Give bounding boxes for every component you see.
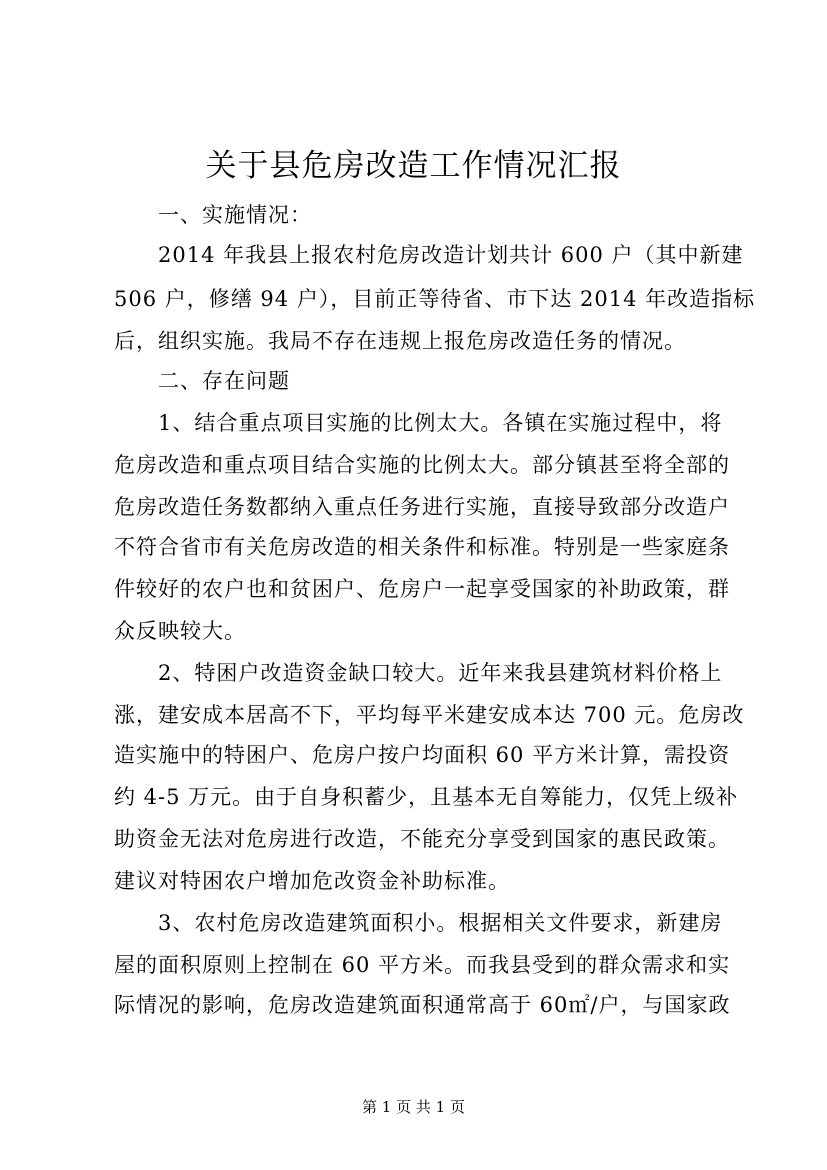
paragraph-line: 危房改造和重点项目结合实施的比例太大。部分镇甚至将全部的 <box>114 453 730 477</box>
page-number-footer: 第 1 页 共 1 页 <box>362 1098 465 1116</box>
paragraph-line: 2014 年我县上报农村危房改造计划共计 600 户（其中新建 <box>158 243 744 267</box>
paragraph-line: 危房改造任务数都纳入重点任务进行实施，直接导致部分改造户 <box>114 495 730 519</box>
paragraph-line: 屋的面积原则上控制在 60 平方米。而我县受到的群众需求和实 <box>114 953 731 977</box>
paragraph-line: 涨，建安成本居高不下，平均每平米建安成本达 700 元。危房改 <box>114 703 745 727</box>
section-heading-implementation: 一、实施情况： <box>158 203 312 227</box>
paragraph-line: 众反映较大。 <box>114 619 246 643</box>
paragraph-line: 506 户，修缮 94 户），目前正等待省、市下达 2014 年改造指标 <box>114 287 756 311</box>
paragraph-line: 不符合省市有关危房改造的相关条件和标准。特别是一些家庭条 <box>114 535 730 559</box>
paragraph-line: 际情况的影响，危房改造建筑面积通常高于 60㎡/户，与国家政 <box>114 993 731 1017</box>
paragraph-line: 约 4-5 万元。由于自身积蓄少，且基本无自筹能力，仅凭上级补 <box>114 785 739 809</box>
paragraph-line: 2、特困户改造资金缺口较大。近年来我县建筑材料价格上 <box>158 661 723 685</box>
paragraph-line: 3、农村危房改造建筑面积小。根据相关文件要求，新建房 <box>158 911 723 935</box>
paragraph-line: 1、结合重点项目实施的比例太大。各镇在实施过程中，将 <box>158 411 723 435</box>
paragraph-line: 造实施中的特困户、危房户按户均面积 60 平方米计算，需投资 <box>114 743 731 767</box>
paragraph-line: 件较好的农户也和贫困户、危房户一起享受国家的补助政策，群 <box>114 577 730 601</box>
paragraph-line: 建议对特困农户增加危改资金补助标准。 <box>114 869 510 893</box>
paragraph-line: 助资金无法对危房进行改造，不能充分享受到国家的惠民政策。 <box>114 827 730 851</box>
paragraph-line: 后，组织实施。我局不存在违规上报危房改造任务的情况。 <box>114 329 686 353</box>
document-title: 关于县危房改造工作情况汇报 <box>205 148 622 184</box>
section-heading-problems: 二、存在问题 <box>158 369 290 393</box>
